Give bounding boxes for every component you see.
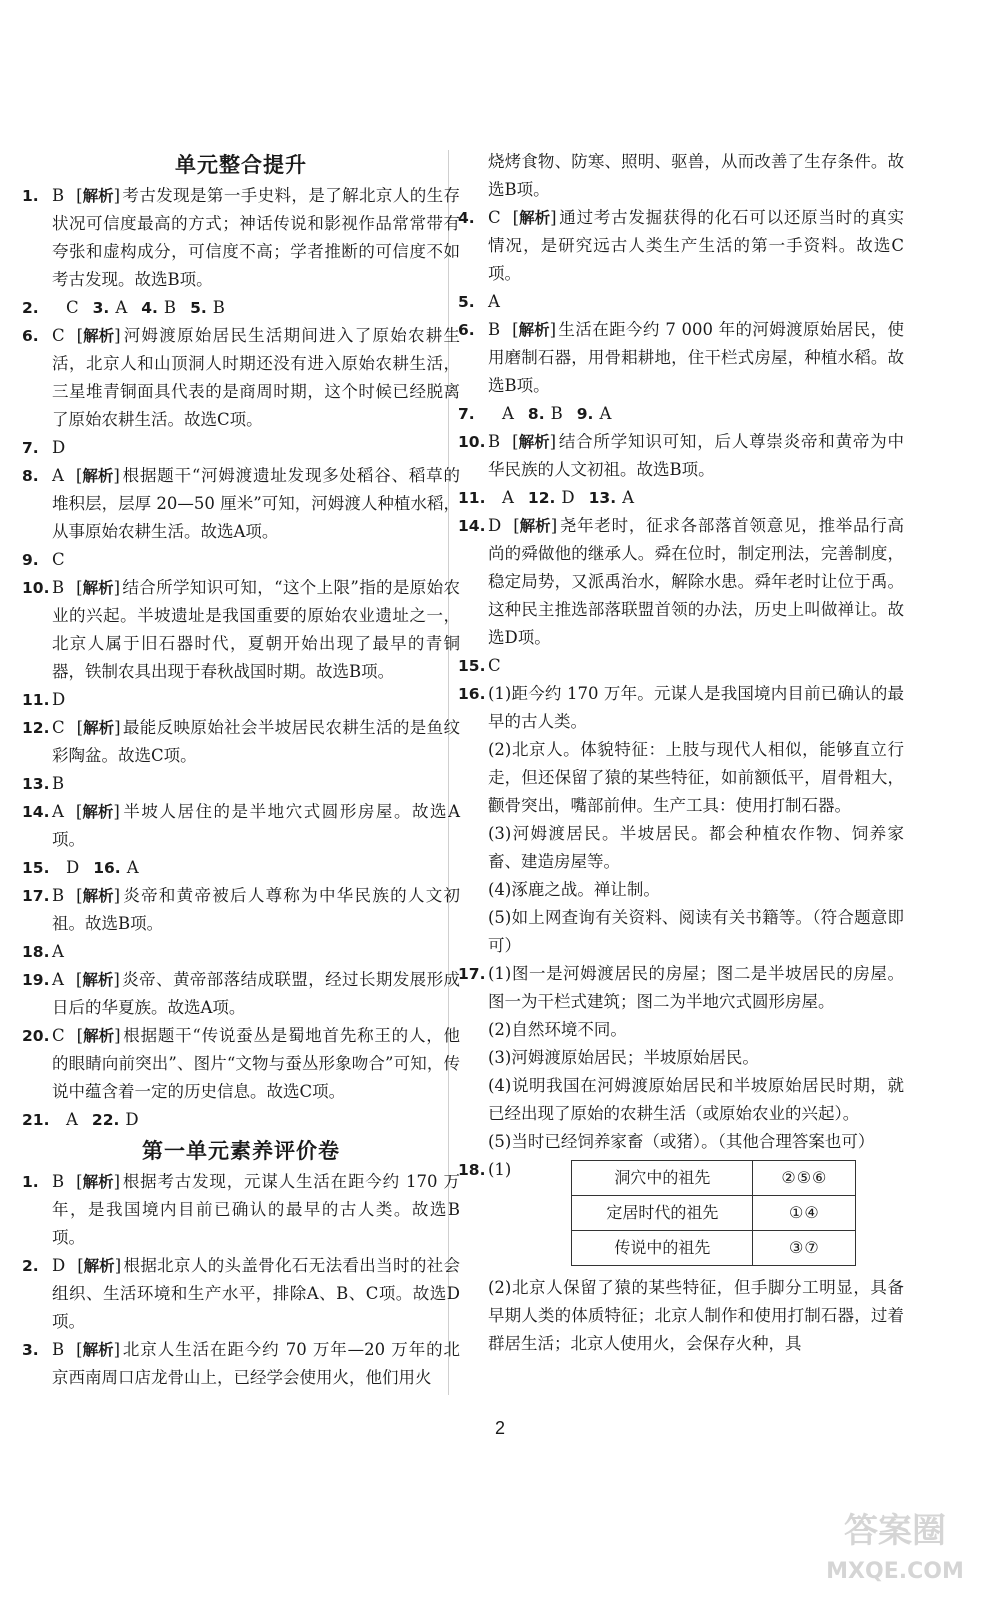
answer-item: 1. B[ 解析 ] 根据考古发现，元谋人生活在距今约 170 万年，是我国境内目前已确认的最早的古人类。故选B项。 [22,1168,460,1252]
answer-item-q18: 18. (1) 洞穴中的祖先 ②⑤⑥ 定居时代的祖先 ①④ 传说中的祖先 ③⑦ (2)北京人保留了猿的某些特征，但手脚分工明显，具备早期人类的体质特征；北京人制作和使用打制石器，过着群居生活；北京人使用火，会保存火种，具 [458,1160,904,1353]
answer-item: 10. B[ 解析 ] 结合所学知识可知，后人尊崇炎帝和黄帝为中华民族的人文初祖。故选B项。 [458,428,904,484]
svg-text:MXQE.COM: MXQE.COM [826,1559,964,1584]
answer-item: 17. B[ 解析 ] 炎帝和黄帝被后人尊称为中华民族的人文初祖。故选B项。 [22,882,460,938]
answer-item: 4. C[ 解析 ] 通过考古发掘获得的化石可以还原当时的真实情况，是研究远古人类生产生活的第一手资料。故选C项。 [458,204,904,288]
table-row: 洞穴中的祖先 ②⑤⑥ [572,1161,856,1196]
answer-item: 11. D [22,690,66,709]
table-row: 定居时代的祖先 ①④ [572,1196,856,1231]
section-title-unit-review: 单元整合提升 [175,153,307,177]
answer-row: 11. A 12. D 13. A [458,488,635,507]
answer-item-q16: 16. (1)距今约 170 万年。元谋人是我国境内目前已确认的最早的古人类。 (2)北京人。体貌特征：上肢与现代人相似，能够直立行走，但还保留了猿的某些特征，如前额低平，眉骨粗大，颧骨突出，嘴部前伸。生产工具：使用打制石器。 (3)河姆渡居民。半坡居民。都会种植农作物、饲养家畜、建造房屋等。 (4)涿鹿之战。禅让制。 (5)如上网查询有关资料、阅读有关书籍等。（符合题意即可） [458,684,904,955]
table-row: 传说中的祖先 ③⑦ [572,1231,856,1266]
page-number: 2 [494,1418,505,1438]
answer-item: 1. B[ 解析 ] 考古发现是第一手史料，是了解北京人的生存状况可信度最高的方式；神话传说和影视作品常常带有夸张和虚构成分，可信度不高；学者推断的可信度不如考古发现。故选B项。 [22,182,460,294]
answer-item: 14. D[ 解析 ] 尧年老时，征求各部落首领意见，推举品行高尚的舜做他的继承人。舜在位时，制定刑法，完善制度，稳定局势，又派禹治水，解除水患。舜年老时让位于禹。这种民主推选部落联盟首领的办法，历史上叫做禅让。故选D项。 [458,512,904,652]
answer-item: 10. B[ 解析 ] 结合所学知识可知，“这个上限”指的是原始农业的兴起。半坡遗址是我国重要的原始农业遗址之一，北京人属于旧石器时代，夏朝开始出现了最早的青铜器，铁制农具出现于春秋战国时期。故选B项。 [22,574,460,686]
answer-row: 21. A 22. D [22,1110,139,1129]
answer-site-watermark-icon [820,1500,970,1590]
answer-item: 6. C[ 解析 ] 河姆渡原始居民生活期间进入了原始农耕生活，北京人和山顶洞人时期还没有进入原始农耕生活，三星堆青铜面具代表的是商周时期，这个时候已经脱离了原始农耕生活。故选C项。 [22,322,460,434]
answer-item: 19. A[ 解析 ] 炎帝、黄帝部落结成联盟，经过长期发展形成日后的华夏族。故选A项。 [22,966,460,1022]
right-column [458,148,904,1358]
answer-item: 2. D[ 解析 ] 根据北京人的头盖骨化石无法看出当时的社会组织、生活环境和生产水平，排除A、B、C项。故选D项。 [22,1252,460,1336]
answer-item: 13. B [22,774,65,793]
answer-item: 12. C[ 解析 ] 最能反映原始社会半坡居民农耕生活的是鱼纹彩陶盆。故选C项。 [22,714,460,770]
answer-item: 9. C [22,550,65,569]
answer-row: 7. A 8. B 9. A [458,404,612,423]
answer-item: 15. C [458,656,501,675]
answer-item: 7. D [22,438,66,457]
section-title-unit-test: 第一单元素养评价卷 [142,1139,340,1163]
answer-item: 5. A [458,292,500,311]
answer-item: 20. C[ 解析 ] 根据题干“传说蚕丛是蜀地首先称王的人，他的眼睛向前突出”、图片“文物与蚕丛形象吻合”可知，传说中蕴含着一定的历史信息。故选C项。 [22,1022,460,1106]
answer-item: 14. A[ 解析 ] 半坡人居住的是半地穴式圆形房屋。故选A项。 [22,798,460,854]
answer-item: 3. B[ 解析 ] 北京人生活在距今约 70 万年—20 万年的北京西南周口店龙骨山上，已经学会使用火，他们用火 [22,1336,460,1392]
left-column [22,148,460,1392]
svg-text:答案圈: 答案圈 [844,1511,946,1551]
answer-item-q17: 17. (1)图一是河姆渡居民的房屋；图二是半坡居民的房屋。图一为干栏式建筑；图二为半地穴式圆形房屋。 (2)自然环境不同。 (3)河姆渡原始居民；半坡原始居民。 (4)说明我国在河姆渡原始居民和半坡原始居民时期，就已经出现了原始的农耕生活（或原始农业的兴起）。 (5)当时已经饲养家畜（或猪）。（其他合理答案也可） [458,964,904,1151]
answer-item: 18. A [22,942,64,961]
answer-item: 6. B[ 解析 ] 生活在距今约 7 000 年的河姆渡原始居民，使用磨制石器，用骨耜耕地，住干栏式房屋，种植水稻。故选B项。 [458,316,904,400]
answer-row: 2. C 3. A 4. B 5. B [22,298,225,317]
ancestor-classification-table [571,1160,856,1266]
answer-row: 15. D 16. A [22,858,139,877]
answer-item: 8. A[ 解析 ] 根据题干“河姆渡遗址发现多处稻谷、稻草的堆积层，层厚 20—50 厘米”可知，河姆渡人种植水稻，从事原始农耕生活。故选A项。 [22,462,460,546]
answer-continuation: 烧烤食物、防寒、照明、驱兽，从而改善了生存条件。故选B项。 [488,152,904,199]
